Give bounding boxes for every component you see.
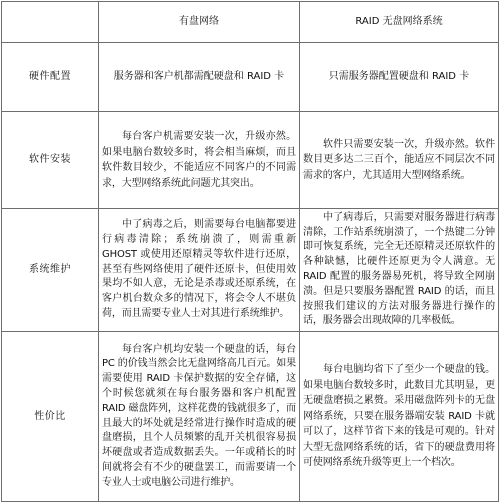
header-corner-cell (2, 2, 99, 43)
header-wired-network: 有盘网络 (99, 2, 300, 43)
row-label-hardware: 硬件配置 (2, 43, 99, 112)
cell-hardware-wired: 服务器和客户机都需配硬盘和 RAID 卡 (99, 43, 300, 112)
header-raid-diskless-network: RAID 无盘网络系统 (300, 2, 499, 43)
table-row-maintenance (2, 209, 499, 332)
row-label-cost-performance: 性价比 (2, 332, 99, 502)
cell-cost-wired: 每台客户机均安装一个硬盘的话，每台 PC 的价钱当然会比无盘网络高几百元。如果需要使用 RAID 卡保护数据的安全存储，这个时候您就须在每台服务器和客户机配置 RAID 磁盘阵列，这样花费的钱就很多了，而且最大的坏处就是经常进行操作时造成的硬盘磨损，且个人员频繁的乱开关机很容易损坏硬盘或者造成数据丢失。一年或稍长的时间就将会有不少的硬盘罢工，而需要请一个专业人士或电脑公司进行维护。 (99, 332, 300, 502)
table-row-software (2, 112, 499, 209)
cell-software-wired: 每台客户机需要安装一次，升级亦然。如果电脑台数较多时，将会相当麻烦，而且软件数目较少，不能适应不同客户的不同需求，大型网络系统此问题尤其突出。 (99, 112, 300, 209)
row-label-maintenance: 系统维护 (2, 209, 99, 332)
cell-maintenance-diskless: 中了病毒后，只需要对服务器进行病毒清除，工作站系统崩溃了，一个热键二分钟即可恢复系统，完全无还原精灵还原软件的各种缺憾，比硬件还原更为令人满意。无 RAID 配置的服务器易死机，将导致全网崩溃。但是只要服务器配置 RAID 的话，而且按照我们建议的方法对服务器进行操作的话，服务器会出现故障的几率极低。 (300, 209, 499, 332)
comparison-table (1, 1, 499, 502)
table-row-cost-performance (2, 332, 499, 502)
table-row-hardware (2, 43, 499, 112)
cell-maintenance-wired: 中了病毒之后，则需要每台电脑都要进行病毒清除；系统崩溃了，则需重新 GHOST 或使用还原精灵等软件进行还原，甚至有些网络使用了硬件还原卡，但使用效果均不如人意，无论是杀毒或还原系统，在客户机台数众多的情况下，将会令人不堪负荷，而且需要专业人士对其进行系统维护。 (99, 209, 300, 332)
table-header-row (2, 2, 499, 43)
cell-hardware-diskless: 只需服务器配置硬盘和 RAID 卡 (300, 43, 499, 112)
row-label-software: 软件安装 (2, 112, 99, 209)
cell-cost-diskless: 每台电脑均省下了至少一个硬盘的钱。如果电脑台数较多时，此数目尤其明显，更无硬盘磨损之累赘。采用磁盘阵列卡的无盘网络系统，只要在服务器端安装 RAID 卡就可以了，这样节省下来的钱是可观的。针对大型无盘网络系统的话，省下的硬盘费用将可使网络系统升级等更上一个档次。 (300, 332, 499, 502)
cell-software-diskless: 软件只需要安装一次，升级亦然。软件数目更多达二三百个，能适应不同层次不同需求的客户，尤其适用大型网络系统。 (300, 112, 499, 209)
